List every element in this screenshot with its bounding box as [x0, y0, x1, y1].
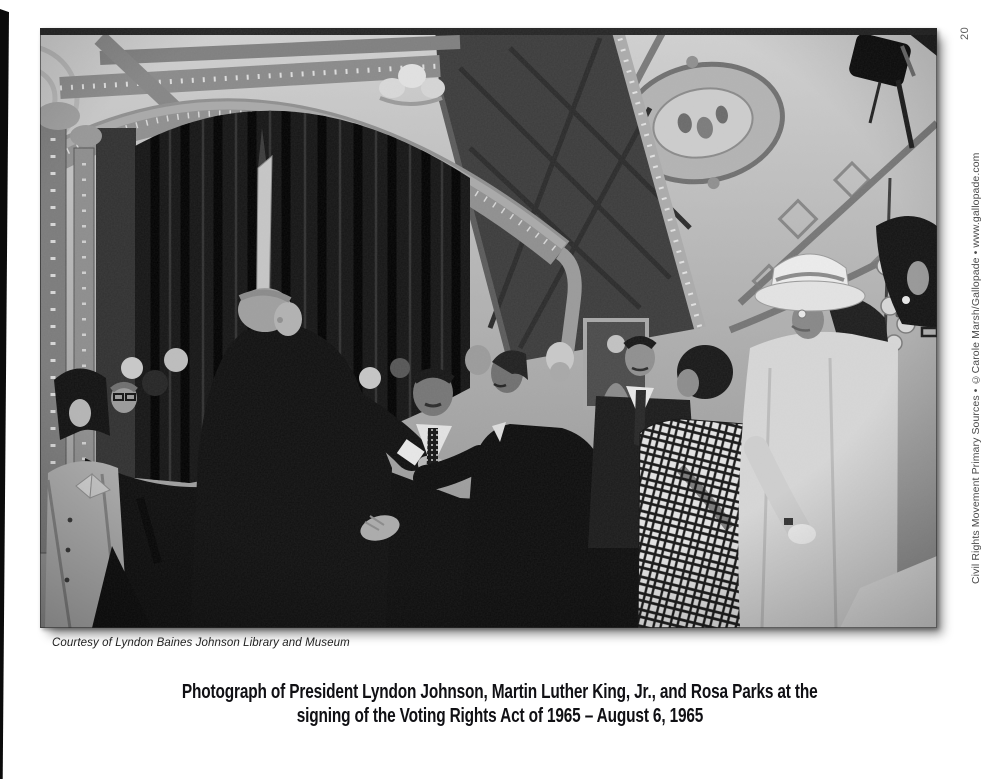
caption-line-1 [0, 680, 1000, 704]
photo-credit: Courtesy of Lyndon Baines Johnson Library and Museum [52, 637, 350, 649]
edition-sidebar-label: Civil Rights Movement Primary Sources • ©Carole Marsh/Gallopade • www.gallopade.com [970, 152, 982, 584]
historical-photograph [40, 28, 937, 628]
caption-line-2 [0, 704, 1000, 728]
binding-gutter-shadow [0, 9, 9, 779]
photo-finish [40, 28, 937, 628]
caption-line-1-text: Photograph of President Lyndon Johnson, Martin Luther King, Jr., and Rosa Parks at the [182, 681, 818, 703]
photo-caption [0, 680, 1000, 728]
caption-line-2-text: signing of the Voting Rights Act of 1965 – August 6, 1965 [296, 705, 704, 727]
page-number: 20 [959, 26, 971, 40]
